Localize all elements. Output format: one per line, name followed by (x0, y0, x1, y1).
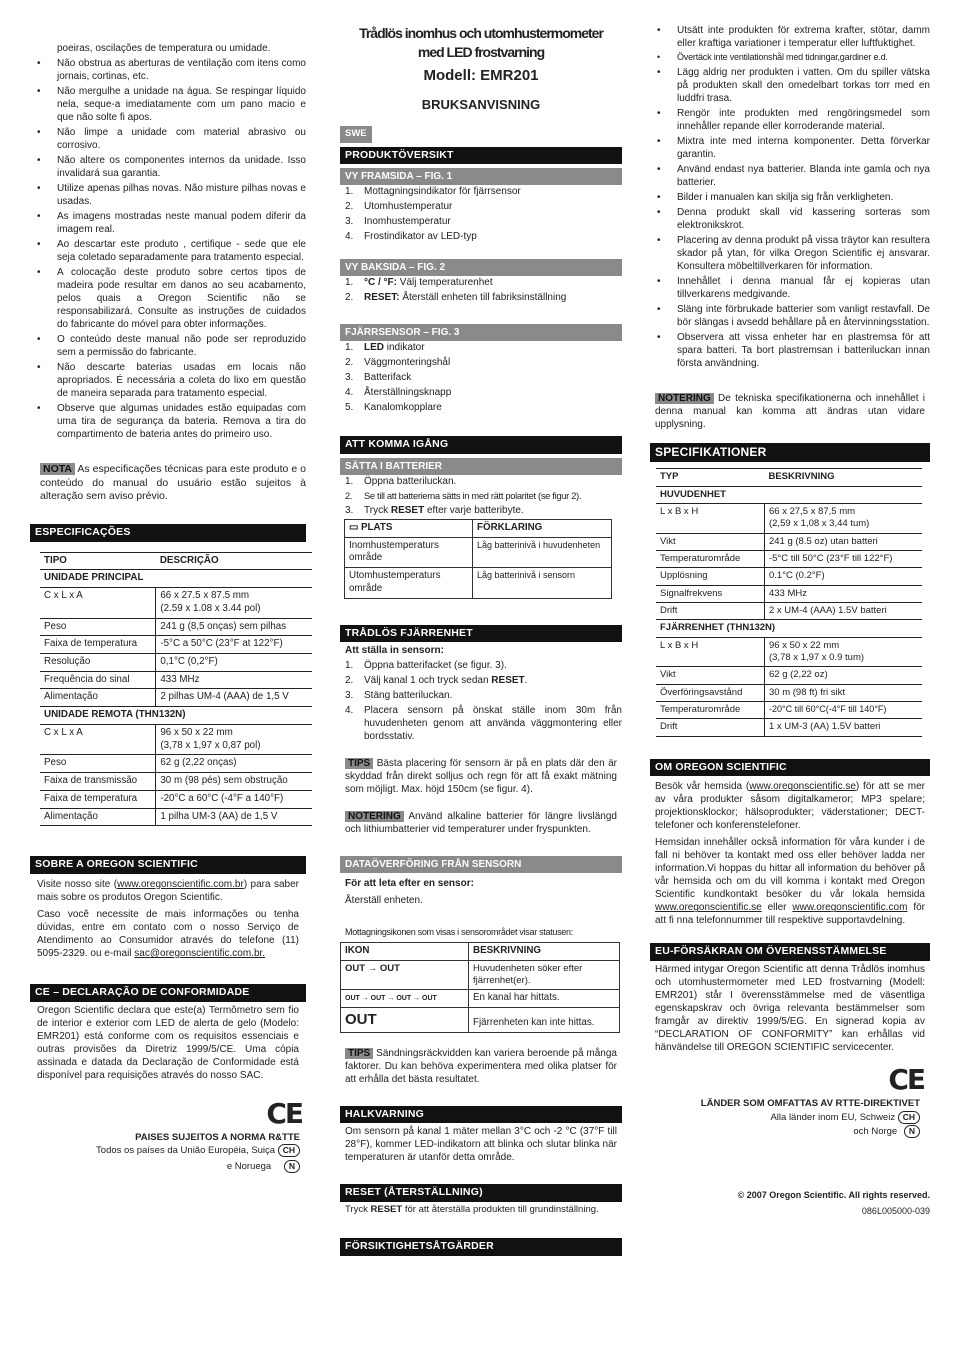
table-cell: L x B x H (656, 503, 764, 533)
search-status-icon: OUT → OUT (341, 960, 469, 990)
col-header: BESKRIVNING (469, 942, 620, 960)
tips-tag: TIPS (345, 758, 373, 769)
text: Öppna batteriluckan. (364, 475, 457, 487)
col-header: FÖRKLARING (473, 519, 612, 537)
pt-about-body (30, 874, 306, 960)
group-label: FJÄRRENHET (THN132N) (656, 620, 922, 637)
list-item: • Placering av denna produkt på vissa träytor kan resultera skador på ytan, för vilka Oregon Scientific ej ansvarar. Konsultera möbeltillverkaren för information. (650, 234, 930, 273)
wireless-heading: TRÅDLÖS FJÄRRENHET (340, 625, 622, 643)
batteries-list (340, 475, 622, 517)
front-view-heading: VY FRAMSIDA – FIG. 1 (340, 168, 622, 185)
text: Sändningsräckvidden kan variera beroende på många faktorer. Du kan behöva experimentera med olika platser för att erhålla det bästa resultatet. (345, 1047, 617, 1085)
table-cell: 66 x 27.5 x 87.5 mm (2.59 x 1.08 x 3.44 pol) (156, 588, 312, 618)
n-badge: N (284, 1160, 300, 1173)
table-cell: Fjärrenheten kan inte hittas. (469, 1008, 620, 1033)
table-cell: Överföringsavstånd (656, 684, 764, 701)
table-row (40, 653, 312, 671)
pt-note (30, 463, 306, 504)
table-cell: 1 x UM-3 (AA) 1.5V batteri (764, 719, 922, 736)
list-item: 3. Inomhustemperatur (345, 216, 451, 228)
text: för att fi nna telefonnummer till respektive supportavdelning. (655, 902, 925, 927)
paragraph (37, 908, 299, 960)
reset-heading: RESET (ÅTERSTÄLLNING) (340, 1184, 622, 1202)
table-cell: Låg batterinivå i sensorn (473, 568, 612, 598)
list-item: 2. Välj kanal 1 och tryck sedan RESET. (345, 675, 528, 687)
table-row (40, 636, 312, 654)
table-cell: -20°C till 60°C(-4°F till 140°F) (764, 702, 922, 719)
table-cell: 62 g (2,22 onças) (156, 755, 312, 773)
text: RESET (491, 675, 525, 687)
table-row (40, 755, 312, 773)
list-item: • Não limpe a unidade com material abrasivo ou corrosivo. (30, 126, 306, 152)
text: Kanalomkopplare (364, 402, 442, 414)
language-tag: SWE (340, 126, 372, 142)
text: Visite nosso site ( (37, 878, 118, 890)
frost-text: Om sensorn på kanal 1 mäter mellan 3°C och -2 °C (37°F till 28°F), kommer LED-indikatorn att blinka och slutar blinka när temperaturen är utanför detta område. (345, 1126, 617, 1164)
table-row (40, 588, 312, 618)
table-cell: 62 g (2,22 oz) (764, 667, 922, 684)
table-cell: 0.1°C (0.2°F) (764, 568, 922, 585)
list-item: • Não obstrua as aberturas de ventilação com itens como jornais, cortinas, etc. (30, 57, 306, 83)
list-item: • Não descarte baterias usadas em locais não apropriados. É necessária a coleta do lixo em questão de maneira separada para tratamento especial. (30, 361, 306, 400)
group-label: UNIDADE PRINCIPAL (40, 570, 312, 588)
table-cell: 241 g (8.5 oz) utan batteri (764, 533, 922, 550)
text: De tekniska specifikationerna och innehållet i denna manual kan komma att ändras utan vidare upplysning. (655, 392, 926, 430)
battery-icon: ▭ (349, 521, 359, 533)
table-row (40, 689, 312, 707)
list-item: • A colocação deste produto sobre certos tipos de madeira pode resultar em danos ao seu acabamento, pelos quais a Oregon Scientific não se responsabilizará. Consulte as instruções de cuidados do fabricante do móvel para obter informações. (30, 266, 306, 331)
list-item: • Använd endast nya batterier. Blanda inte gamla och nya batterier. (650, 163, 930, 189)
table-row (40, 808, 312, 826)
list-item: 1. Öppna batteriluckan. (345, 475, 457, 487)
back-view-heading: VY BAKSIDA – FIG. 2 (340, 259, 622, 276)
text: Välj kanal 1 och tryck sedan (364, 675, 492, 687)
table-row (656, 603, 922, 620)
rtte-line (30, 1144, 300, 1157)
table-cell: 0,1°C (0,2°F) (156, 653, 312, 671)
list-item: 2. RESET: Återställ enheten till fabriksinställning (345, 292, 567, 304)
text: Stäng batteriluckan. (364, 690, 453, 702)
list-item: • Rengör inte produkten med rengöringsmedel som innehåller repande eller korroderande material. (650, 107, 930, 133)
text: Batterifack (364, 372, 412, 384)
website-link[interactable]: www.oregonscientific.com.br (117, 878, 244, 890)
text: Återställningsknapp (364, 387, 452, 399)
overview-heading: PRODUKTÖVERSIKT (340, 147, 622, 165)
rtte-line (650, 1125, 920, 1138)
table-row (656, 684, 922, 701)
table-cell: 241 g (8,5 onças) sem pilhas (156, 618, 312, 636)
title-line: med LED frostvarning (417, 43, 545, 60)
list-item: • Innehållet i denna manual får ej kopieras utan tillverkarens medgivande. (650, 275, 930, 301)
language-tag-row (340, 126, 622, 142)
col-header: IKON (341, 942, 469, 960)
col-header: TIPO (40, 552, 156, 570)
list-item: • Övertäck inte ventilationshål med tidningar,gardiner e.d. (650, 52, 930, 64)
list-item: • Utsätt inte produkten för extrema krafter, stötar, damm eller kraftiga variationer i temperatur eller luftfuktighet. (650, 24, 930, 50)
table-row (40, 618, 312, 636)
group-label: HUVUDENHET (656, 486, 922, 503)
table-cell: 66 x 27,5 x 87,5 mm (2,59 x 1,08 x 3,44 tum) (764, 503, 922, 533)
list-item: 4. Återställningsknapp (345, 387, 452, 399)
table-cell: 2 pilhas UM-4 (AAA) de 1,5 V (156, 689, 312, 707)
table-cell: Signalfrekvens (656, 585, 764, 602)
force-label: För att leta efter en sensor: (345, 878, 474, 890)
text: RESET (370, 1203, 403, 1215)
eu-text: Härmed intygar Oregon Scientific att denna Trådlös inomhus och utomhustermometer med LED frostvarning (Modell: EMR201) står I överensstämmelse med de väsentliga egenskapskrav och övriga relevanta bestämmelser som framgår av direktiv 1999/5/EG. En signerad kopia av “DECLARATION OF CONFORMITY” kan erhållas vid hänvändelse till OREGON SCIENTIFIC servicecenter. (655, 964, 925, 1054)
list-item: • Släng inte förbrukade batterier som vanligt restavfall. De bör slängas i avsedd behållare på en återvinningsstation. (650, 303, 930, 329)
text: Välj temperaturenhet (397, 277, 493, 289)
table-row (341, 990, 620, 1008)
text: efter varje batteribyte. (424, 504, 524, 516)
text: Alla länder inom EU, Schweiz (770, 1111, 896, 1123)
list-item: • Observe que algumas unidades estão equipadas com uma tira de segurança da bateria. Remova a tira do compartimento de bateria antes do primeiro uso. (30, 402, 306, 441)
text: PLATS (361, 521, 393, 533)
precautions-heading: FÖRSIKTIGHETSÅTGÄRDER (340, 1238, 622, 1256)
rtte-line (650, 1111, 920, 1124)
sv-spec-heading: SPECIFIKATIONER (650, 443, 930, 463)
ch-badge: CH (278, 1144, 300, 1157)
model-name: Modell: EMR201 (423, 66, 539, 84)
table-row (40, 790, 312, 808)
portuguese-column (30, 40, 306, 1173)
list-item: poeiras, oscilações de temperatura ou umidade. (57, 43, 271, 54)
text: Placera sensorn på önskat ställe inom 30m från huvudenheten genom att använda väggmontering eller bordsstativ. (364, 705, 622, 743)
note-tag: NOTA (40, 463, 75, 475)
pt-ce-text: Oregon Scientific declara que este(a) Termômetro sem fio de interior e exterior com LED de alerta de gelo (Modelo: EMR201) está conforme com os requisitos essenciais e outras provisões da Diretriz 1999/5/CE. Uma cópia assinada e datada da Declaração de Conformidade está disponível para requisições através do nosso SAC. (37, 1004, 299, 1081)
battery-indicator-table (344, 519, 612, 599)
sv-about-heading: OM OREGON SCIENTIFIC (650, 759, 930, 777)
sv-about-body (650, 776, 930, 927)
table-cell: Låg batterinivå i huvudenheten (473, 537, 612, 567)
text: Bästa placering för sensorn är på en plats där den är skyddad från direkt solljus och regn för att få exakt mätning som möjligt. Max. höjd 150cm (se figur. 4). (345, 758, 617, 796)
table-row (656, 637, 922, 667)
paragraph (655, 780, 925, 832)
text: Mottagningsindikator för fjärrsensor (364, 186, 521, 198)
table-cell: -5°C till 50°C (23°F till 122°F) (764, 551, 922, 568)
text: °C / °F: (364, 277, 397, 289)
table-cell: 30 m (98 ft) fri sikt (764, 684, 922, 701)
table-cell: Frequência do sinal (40, 671, 156, 689)
status-intro: Mottagningsikonen som visas i sensorområdet visar statusen: (345, 927, 573, 938)
table-cell: Peso (40, 755, 156, 773)
col-header: BESKRIVNING (764, 469, 922, 486)
front-view-list (340, 185, 622, 243)
table-cell: Vikt (656, 533, 764, 550)
paragraph (655, 836, 925, 927)
list-item: • As imagens mostradas neste manual podem diferir da imagem real. (30, 210, 306, 236)
table-cell: -5°C a 50°C (23°F at 122°F) (156, 636, 312, 654)
table-row (656, 568, 922, 585)
ce-mark-icon: CE (266, 1096, 302, 1130)
found-status-icon: OUT → OUT → OUT → OUT (341, 990, 469, 1008)
note-batteries (340, 810, 622, 836)
table-cell: Faixa de temperatura (40, 790, 156, 808)
table-cell: 1 pilha UM-3 (AA) de 1,5 V (156, 808, 312, 826)
list-item: • Mixtra inte med interna komponenter. Detta förverkar garantin. (650, 135, 930, 161)
pt-ce-heading: CE – DECLARAÇÃO DE CONFORMIDADE (30, 984, 306, 1002)
table-row (656, 551, 922, 568)
table-cell: Alimentação (40, 808, 156, 826)
ch-badge: CH (898, 1111, 920, 1124)
table-row (656, 667, 922, 684)
table-cell: Inomhustemperaturs område (345, 537, 473, 567)
document-code: 086L005000-039 (861, 1206, 930, 1217)
list-item: 3. Tryck RESET efter varje batteribyte. (345, 504, 524, 516)
table-row (656, 503, 922, 533)
text: Tryck (364, 504, 391, 516)
list-item: 4. Frostindikator av LED-typ (345, 231, 477, 243)
doc-title (340, 24, 622, 62)
text: Inomhustemperatur (364, 216, 451, 228)
rtte-line (30, 1160, 300, 1173)
text: Använd alkaline batterier för längre livslängd och lithiumbatterier vid temperaturer under fryspunkten. (345, 811, 617, 836)
text: RESET: (364, 292, 400, 304)
website-link[interactable]: www.oregonscientific.se (655, 902, 762, 914)
group-label: UNIDADE REMOTA (THN132N) (40, 707, 312, 725)
text: eller (761, 902, 793, 914)
list-item: 3. Stäng batteriluckan. (345, 690, 453, 702)
table-row (345, 568, 612, 598)
note-tag: NOTERING (345, 811, 404, 822)
list-item: • Utilize apenas pilhas novas. Não misture pilhas novas e usadas. (30, 182, 306, 208)
n-badge: N (904, 1125, 920, 1138)
col-header: TYP (656, 469, 764, 486)
table-cell: 2 x UM-4 (AAA) 1.5V batteri (764, 603, 922, 620)
list-item: • Bilder i manualen kan skilja sig från verkligheten. (650, 191, 930, 204)
list-item: • Lägg aldrig ner produkten i vatten. Om du spiller vätska på produkten skall den omedelbart torkas torr med en luddfri trasa. (650, 66, 930, 105)
table-row (40, 724, 312, 754)
text: för att återställa produkten till grundinställning. (402, 1203, 599, 1215)
table-cell: Drift (656, 719, 764, 736)
text: Se till att batterierna sätts in med rätt polaritet (se figur 2). (364, 490, 582, 501)
list-item: • Não mergulhe a unidade na água. Se respingar líquido nela, seque-a imediatamente com um pano macio e que não solte fi apos. (30, 85, 306, 124)
swedish-column-1 (340, 24, 622, 1256)
sv-note (650, 392, 930, 431)
sv-precaution-list (650, 24, 930, 370)
table-cell: C x L x A (40, 724, 156, 754)
table-cell: Faixa de transmissão (40, 773, 156, 791)
table-cell: Upplösning (656, 568, 764, 585)
table-row (341, 1008, 620, 1033)
remote-sensor-heading: FJÄRRSENSOR – FIG. 3 (340, 324, 622, 341)
table-cell: Huvudenheten söker efter fjärrenhet(er). (469, 960, 620, 990)
table-cell: Faixa de temperatura (40, 636, 156, 654)
website-link[interactable]: www.oregonscientific.com (792, 902, 908, 914)
rtte-title: LÄNDER SOM OMFATTAS AV RTTE-DIREKTIVET (700, 1098, 920, 1110)
text: Tryck (345, 1203, 371, 1215)
tips-range (340, 1047, 622, 1086)
text: Öppna batterifacket (se figur. 3). (364, 660, 507, 672)
text: Besök vår hemsida ( (655, 781, 750, 793)
text: e Noruega (226, 1160, 272, 1172)
pt-ce-mark (30, 1096, 306, 1132)
text: ) för att se mer av våra produkter såsom digitalkameror; MP3 spelare; projektionsklockor; hälsoprodukter; väderstationer; DECT-telefoner och konferenstelefoner. (655, 781, 925, 832)
table-cell: 433 MHz (764, 585, 922, 602)
table-cell: 96 x 50 x 22 mm (3,78 x 1,97 x 0,87 pol) (156, 724, 312, 754)
text: Caso você necessite de mais informações ou tenha dúvidas, entre em contato com o nosso Serviço de Atendimento ao Consumidor através do telefone (11) 5095-2329. ou e-mail (37, 908, 299, 959)
table-cell: En kanal har hittats. (469, 990, 620, 1008)
list-item: 2. Väggmonteringshål (345, 357, 451, 369)
table-cell: Vikt (656, 667, 764, 684)
table-cell: Alimentação (40, 689, 156, 707)
text: Väggmonteringshål (364, 357, 451, 369)
table-row (40, 671, 312, 689)
remote-sensor-list (340, 341, 622, 414)
manual-label: BRUKSANVISNING (421, 97, 541, 113)
table-cell: Utomhustemperaturs område (345, 568, 473, 598)
pt-spec-table (40, 552, 312, 827)
force-text: Återställ enheten. (345, 895, 423, 907)
pt-about-heading: SOBRE A OREGON SCIENTIFIC (30, 856, 306, 874)
text: LED (364, 342, 384, 354)
lost-status-icon: OUT (341, 1008, 469, 1033)
table-row (341, 960, 620, 990)
eu-heading: EU-FÖRSÄKRAN OM ÖVERENSSTÄMMELSE (650, 943, 930, 961)
text: . (524, 675, 528, 687)
pt-spec-heading: ESPECIFICAÇÕES (30, 524, 306, 542)
text: Frostindikator av LED-typ (364, 231, 477, 243)
list-item: 4. Placera sensorn på önskat ställe inom 30m från huvudenheten genom att använda väggmontering eller bordsstativ. (345, 705, 622, 743)
list-item: 5. Kanalomkopplare (345, 402, 442, 414)
text: och Norge (853, 1126, 898, 1138)
note-text: As especificações técnicas para este produto e o conteúdo do manual do usuário estão sujeitos à alteração sem aviso prévio. (40, 463, 307, 503)
pt-precaution-list (30, 42, 306, 441)
table-row (656, 533, 922, 550)
list-item: • Denna produkt skall vid kassering sorteras som elektronikskrot. (650, 206, 930, 232)
list-item: 1. Mottagningsindikator för fjärrsensor (345, 186, 521, 198)
table-row (40, 773, 312, 791)
list-item: 1. LED indikator (345, 342, 425, 354)
col-header (345, 519, 473, 537)
pt-rtte (30, 1132, 306, 1173)
table-cell: C x L x A (40, 588, 156, 618)
email-link[interactable]: sac@oregonscientific.com.br. (134, 947, 266, 959)
setup-label: Att ställa in sensorn: (345, 645, 444, 657)
table-row (656, 585, 922, 602)
text: Utomhustemperatur (364, 201, 453, 213)
text: RESET (390, 504, 425, 516)
paragraph (37, 878, 299, 904)
tips-placement (340, 757, 622, 796)
table-row (345, 537, 612, 567)
reset-text (340, 1202, 622, 1216)
sv-rtte (650, 1098, 930, 1138)
table-cell: Resolução (40, 653, 156, 671)
swedish-column-2 (650, 24, 930, 1218)
list-item: • Observera att vissa enheter har en plastremsa för att spara batteri. Ta bort plastremsan i batteriluckan innan första användning. (650, 331, 930, 370)
table-cell: Temperaturområde (656, 551, 764, 568)
copyright: © 2007 Oregon Scientific. All rights reserved. (737, 1190, 930, 1201)
website-link[interactable]: www.oregonscientific.se (749, 781, 856, 793)
table-cell: L x B x H (656, 637, 764, 667)
getting-started-heading: ATT KOMMA IGÅNG (340, 436, 622, 454)
table-cell: 433 MHz (156, 671, 312, 689)
tips-tag: TIPS (345, 1048, 373, 1059)
list-item: • Ao descartar este produto , certifique - sede que ele seja coletado separadamente para tratamento especial. (30, 238, 306, 264)
list-item: 2. Se till att batterierna sätts in med rätt polaritet (se figur 2). (345, 490, 582, 501)
note-tag: NOTERING (655, 393, 714, 404)
list-item: 3. Batterifack (345, 372, 412, 384)
list-item: 1. Öppna batterifacket (se figur. 3). (345, 660, 507, 672)
setup-list (340, 659, 622, 743)
table-cell: 96 x 50 x 22 mm (3,78 x 1,97 x 0.9 tum) (764, 637, 922, 667)
transfer-heading: DATAÖVERFÖRING FRÅN SENSORN (340, 856, 622, 873)
text: ) para saber mais sobre os produtos Oregon Scientific. (37, 878, 299, 903)
text: indikator (384, 342, 425, 354)
list-item: 2. Utomhustemperatur (345, 201, 453, 213)
table-row (656, 719, 922, 736)
col-header: DESCRIÇÃO (156, 552, 312, 570)
list-item: • O conteúdo deste manual não pode ser reproduzido sem a permissão do fabricante. (30, 333, 306, 359)
table-cell: -20°C a 60°C (-4°F a 140°F) (156, 790, 312, 808)
batteries-heading: SÄTTA I BATTERIER (340, 458, 622, 475)
ce-mark-icon: CE (888, 1063, 924, 1097)
text: Todos os países da União Européia, Suiça (96, 1145, 276, 1157)
sv-spec-table (656, 468, 922, 737)
rtte-title: PAISES SUJEITOS A NORMA R&TTE (135, 1131, 300, 1143)
status-table (340, 942, 620, 1033)
table-row (656, 702, 922, 719)
frost-heading: HALKVARNING (340, 1106, 622, 1124)
table-cell: 30 m (98 pés) sem obstrução (156, 773, 312, 791)
table-cell: Peso (40, 618, 156, 636)
list-item: 1. °C / °F: Välj temperaturenhet (345, 277, 493, 289)
title-line: Trådlös inomhus och utomhustermometer (359, 25, 603, 41)
list-item: • Não altere os componentes internos da unidade. Isso invalidará sua garantia. (30, 154, 306, 180)
table-cell: Drift (656, 603, 764, 620)
text: Återställ enheten till fabriksinställning (399, 292, 567, 304)
back-view-list (340, 276, 622, 304)
text: Hemsidan innehåller också information för våra kunder i de fall ni behöver ta kontakt med oss eller behöver ladda ner information.Vi hoppas du hittar all information du behöver på vår hemsida och om du vill komma i kontakt med Oregon Scientific kundkontakt besöker du vår lokala hemsida (655, 837, 925, 901)
table-cell: Temperaturområde (656, 702, 764, 719)
sv-ce-mark (650, 1062, 930, 1098)
